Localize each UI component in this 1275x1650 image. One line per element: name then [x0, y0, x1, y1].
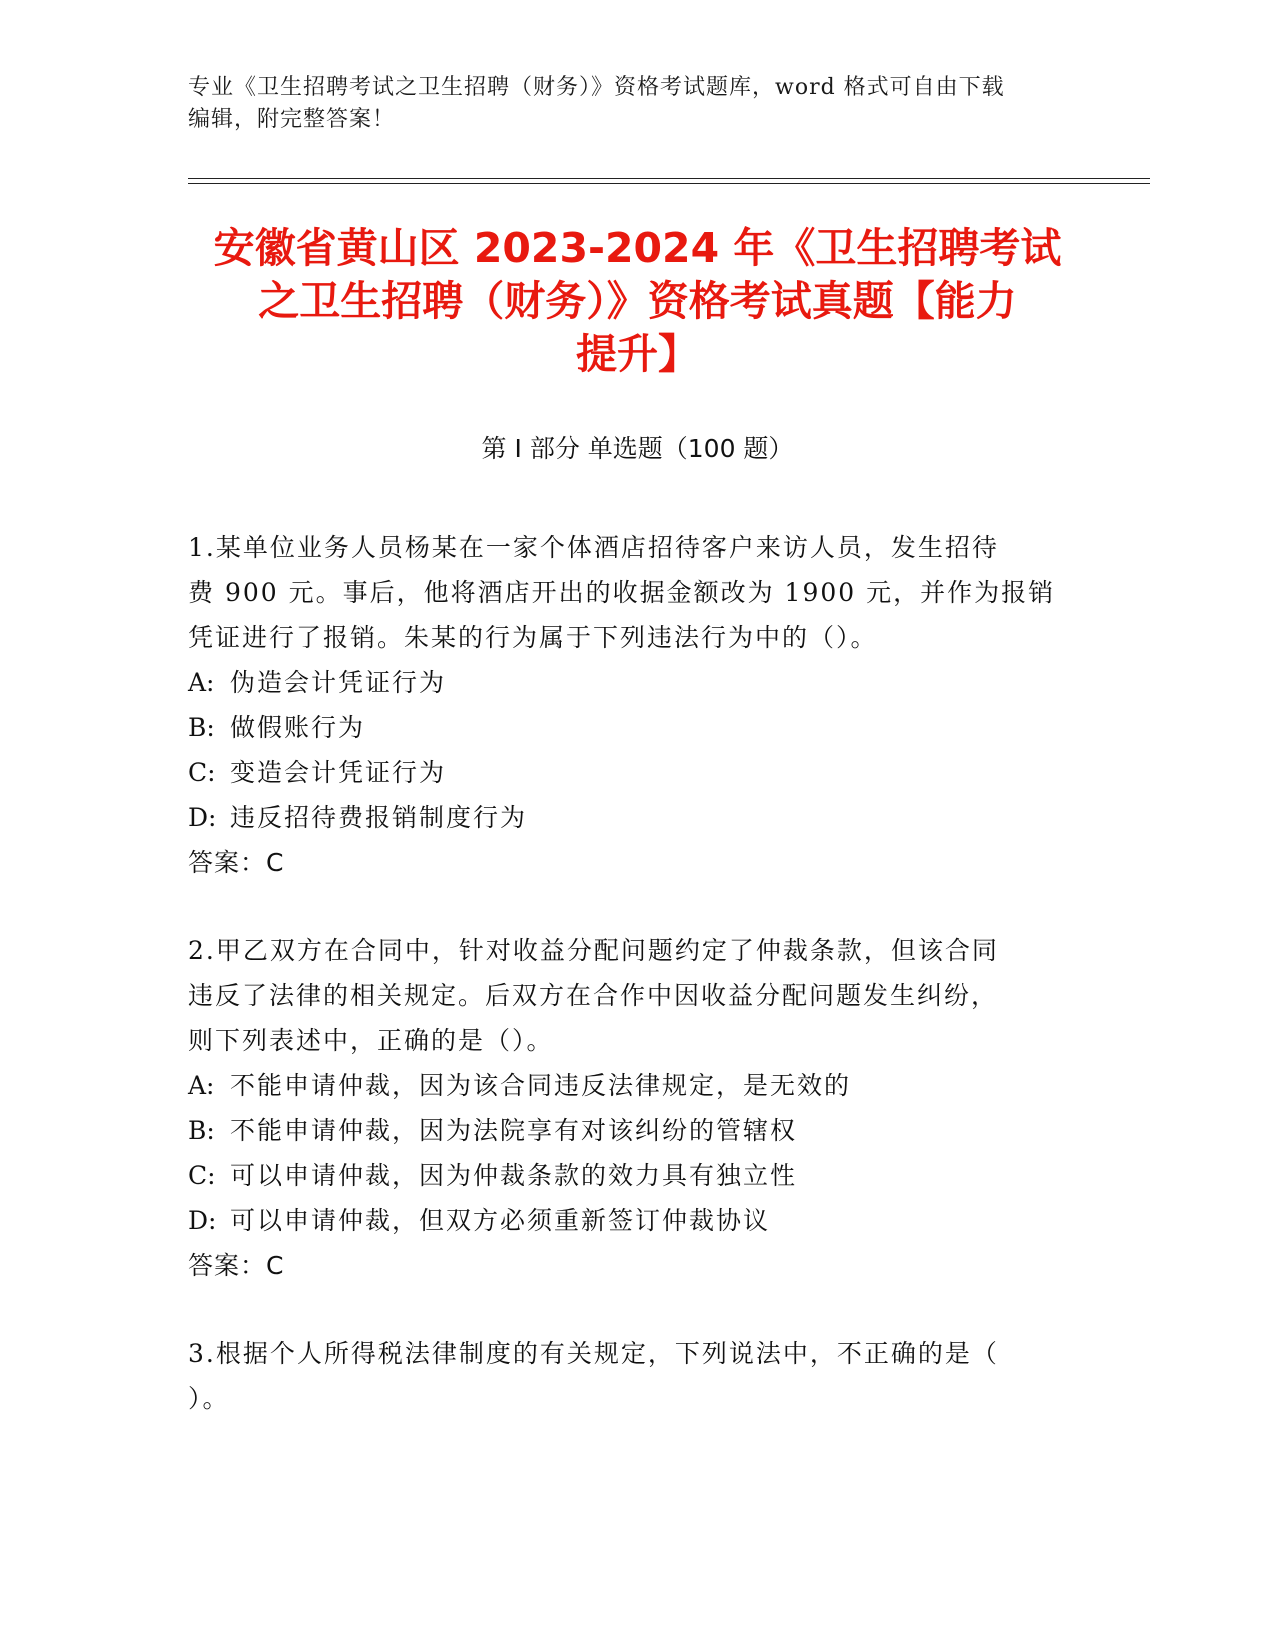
- answer: 答案：C: [188, 848, 285, 877]
- option-label: D:: [188, 1206, 217, 1235]
- option-label: A:: [188, 668, 215, 697]
- option-label: D:: [188, 803, 217, 832]
- option-text: 伪造会计凭证行为: [230, 668, 447, 697]
- header-note-line-1: 专业《卫生招聘考试之卫生招聘（财务）》资格考试题库，word 格式可自由下载: [188, 75, 1005, 100]
- question-stem-line: 1.某单位业务人员杨某在一家个体酒店招待客户来访人员，发生招待: [188, 533, 999, 562]
- title-line-2: 之卫生招聘（财务）》资格考试真题【能力: [258, 277, 1017, 325]
- question-stem-line: 3.根据个人所得税法律制度的有关规定，下列说法中，不正确的是（: [188, 1339, 999, 1368]
- question-stem-line: 费 900 元。事后，他将酒店开出的收据金额改为 1900 元，并作为报销: [188, 578, 1056, 607]
- question-list: [188, 525, 1088, 1464]
- option-label: B:: [188, 713, 215, 742]
- question-stem-line: 则下列表述中，正确的是（）。: [188, 1026, 554, 1055]
- option-d: [188, 1198, 1088, 1243]
- option-label: C:: [188, 758, 216, 787]
- option-text: 不能申请仲裁，因为法院享有对该纠纷的管辖权: [230, 1116, 798, 1145]
- title-line-3: 提升】: [576, 330, 699, 378]
- option-label: B:: [188, 1116, 215, 1145]
- header-note-line-2: 编辑，附完整答案！: [188, 107, 396, 132]
- option-text: 变造会计凭证行为: [230, 758, 447, 787]
- question-1: [188, 525, 1088, 885]
- question-stem-line: 凭证进行了报销。朱某的行为属于下列违法行为中的（）。: [188, 623, 878, 652]
- question-2: [188, 928, 1088, 1288]
- option-text: 不能申请仲裁，因为该合同违反法律规定，是无效的: [230, 1071, 852, 1100]
- option-c: [188, 750, 1088, 795]
- answer: 答案：C: [188, 1251, 285, 1280]
- option-text: 做假账行为: [230, 713, 366, 742]
- section-heading: 第 I 部分 单选题（100 题）: [481, 434, 794, 463]
- option-label: A:: [188, 1071, 215, 1100]
- option-b: [188, 705, 1088, 750]
- question-stem-line: ）。: [188, 1384, 230, 1413]
- option-text: 可以申请仲裁，因为仲裁条款的效力具有独立性: [230, 1161, 798, 1190]
- question-stem-line: 违反了法律的相关规定。后双方在合作中因收益分配问题发生纠纷，: [188, 981, 999, 1010]
- document-title: [150, 222, 1125, 381]
- question-stem-line: 2.甲乙双方在合同中，针对收益分配问题约定了仲裁条款，但该合同: [188, 936, 999, 965]
- option-text: 违反招待费报销制度行为: [230, 803, 528, 832]
- header-note: [188, 72, 1068, 136]
- option-a: [188, 660, 1088, 705]
- header-divider-top: [188, 178, 1150, 179]
- title-line-1: 安徽省黄山区 2023-2024 年《卫生招聘考试: [213, 224, 1062, 272]
- option-a: [188, 1063, 1088, 1108]
- option-text: 可以申请仲裁，但双方必须重新签订仲裁协议: [230, 1206, 771, 1235]
- header-divider-bottom: [188, 183, 1150, 184]
- option-label: C:: [188, 1161, 216, 1190]
- option-d: [188, 795, 1088, 840]
- option-b: [188, 1108, 1088, 1153]
- question-3: [188, 1331, 1088, 1421]
- option-c: [188, 1153, 1088, 1198]
